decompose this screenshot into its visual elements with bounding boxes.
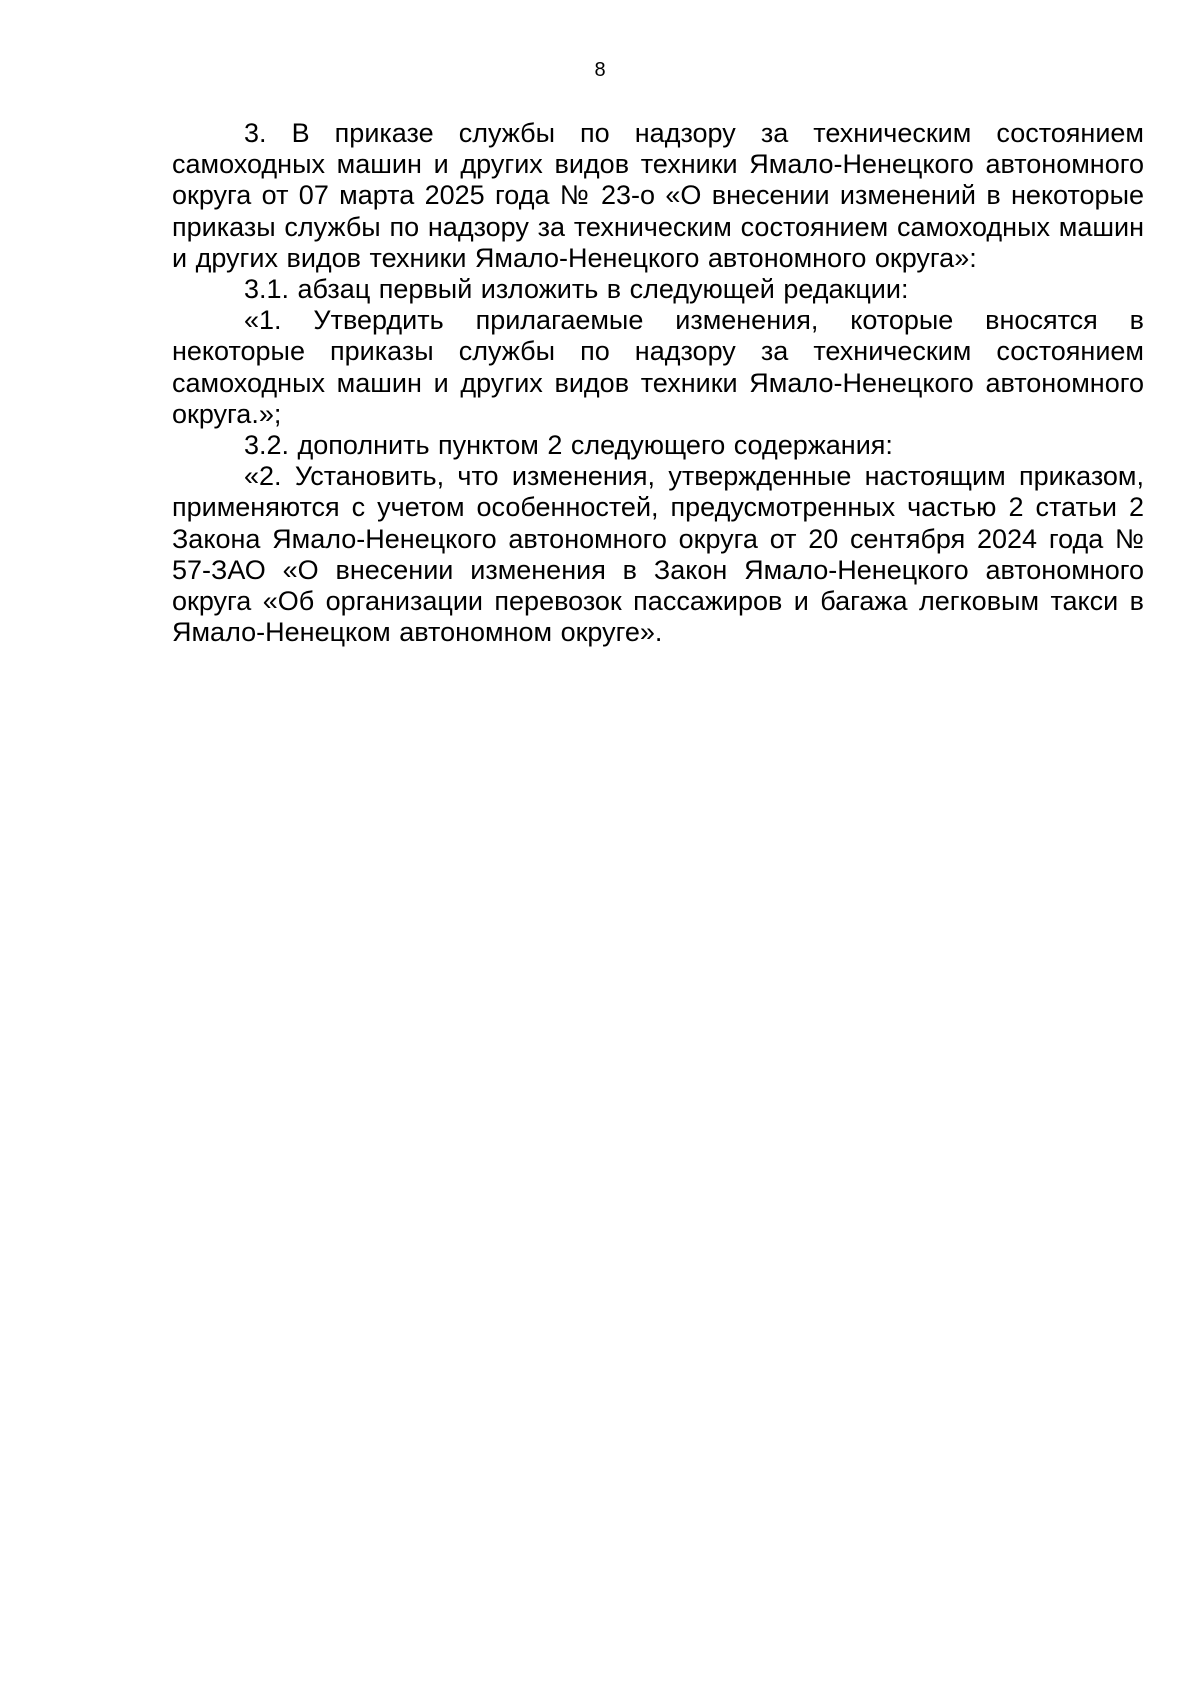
paragraph-item-3: 3. В приказе службы по надзору за техническим состоянием самоходных машин и других видов техники Ямало-Ненецкого автономного округа от 07 марта 2025 года № 23-о «О внесении изменений в некоторые приказы службы по надзору за техническим состоянием самоходных машин и других видов техники Ямало-Ненецкого автономного округа»: [172,118,1144,273]
paragraph-item-3-2: 3.2. дополнить пунктом 2 следующего содержания: [244,430,893,461]
paragraph-item-3-1: 3.1. абзац первый изложить в следующей редакции: [244,274,909,305]
document-body [172,118,1144,648]
page-number: 8 [594,59,606,81]
paragraph-quote-2: «2. Установить, что изменения, утвержденные настоящим приказом, применяются с учетом особенностей, предусмотренных частью 2 статьи 2 Закона Ямало-Ненецкого автономного округа от 20 сентября 2024 года № 57-ЗАО «О внесении изменения в Закон Ямало-Ненецкого автономного округа «Об организации перевозок пассажиров и багажа легковым такси в Ямало-Ненецком автономном округе». [172,461,1144,648]
paragraph-quote-1: «1. Утвердить прилагаемые изменения, которые вносятся в некоторые приказы службы по надзору за техническим состоянием самоходных машин и других видов техники Ямало-Ненецкого автономного округа.»; [172,305,1144,429]
